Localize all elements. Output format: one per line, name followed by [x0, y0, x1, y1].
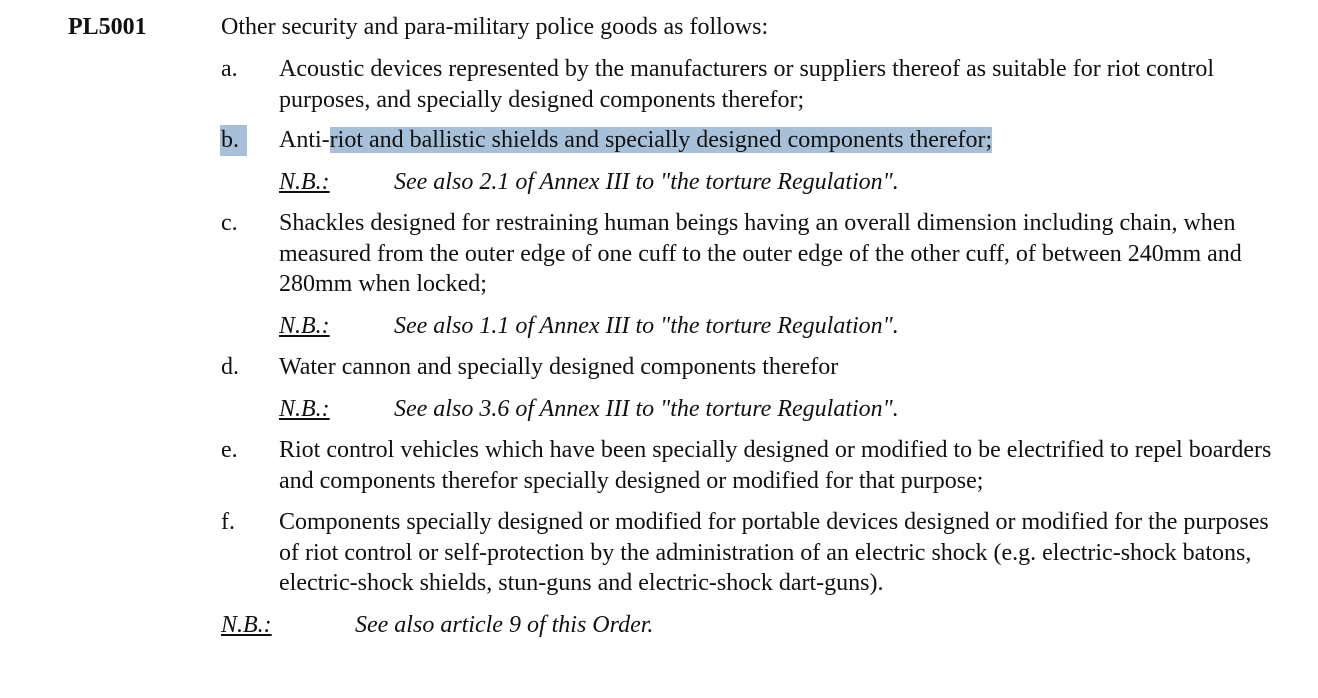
- footer-nb-text: See also article 9 of this Order.: [355, 612, 654, 638]
- list-marker-e: e.: [221, 437, 238, 463]
- nb-text-c: See also 1.1 of Annex III to "the torture Regulation".: [394, 313, 899, 339]
- nb-label-b: N.B.:: [279, 169, 330, 195]
- list-marker-b-selected: b.: [220, 125, 247, 156]
- intro-paragraph[interactable]: Other security and para-military police goods as follows:: [221, 14, 769, 40]
- control-code: PL5001: [68, 14, 147, 40]
- list-text-f[interactable]: Components specially designed or modified for portable devices designed or modified for the purposes of riot control or self-protection by the administration of an electric shock (e.g. electric-shock batons, electric-shock shields, stun-guns and electric-shock dart-guns).: [279, 509, 1269, 596]
- nb-label-c: N.B.:: [279, 313, 330, 339]
- list-marker-f: f.: [221, 509, 235, 535]
- list-marker-a: a.: [221, 56, 238, 82]
- list-text-a[interactable]: Acoustic devices represented by the manufacturers or suppliers thereof as suitable for riot control purposes, and specially designed components therefor;: [279, 56, 1215, 113]
- list-marker-d: d.: [221, 354, 239, 380]
- list-text-b[interactable]: [279, 125, 1279, 156]
- list-text-e[interactable]: Riot control vehicles which have been specially designed or modified to be electrified to repel boarders and components therefor specially designed or modified for that purpose;: [279, 437, 1272, 494]
- footer-nb-label: N.B.:: [221, 612, 272, 638]
- nb-label-d: N.B.:: [279, 396, 330, 422]
- nb-text-d: See also 3.6 of Annex III to "the torture Regulation".: [394, 396, 899, 422]
- list-text-c[interactable]: Shackles designed for restraining human beings having an overall dimension including chain, when measured from the outer edge of one cuff to the outer edge of the other cuff, of between 240mm and 280mm when locked;: [279, 210, 1242, 297]
- list-marker-c: c.: [221, 210, 238, 236]
- list-text-d[interactable]: Water cannon and specially designed components therefor: [279, 354, 839, 380]
- text-selection-highlight[interactable]: riot and ballistic shields and specially designed components therefor;: [329, 127, 993, 153]
- list-text-b-unselected: Anti-: [279, 127, 330, 153]
- nb-text-b: See also 2.1 of Annex III to "the torture Regulation".: [394, 169, 899, 195]
